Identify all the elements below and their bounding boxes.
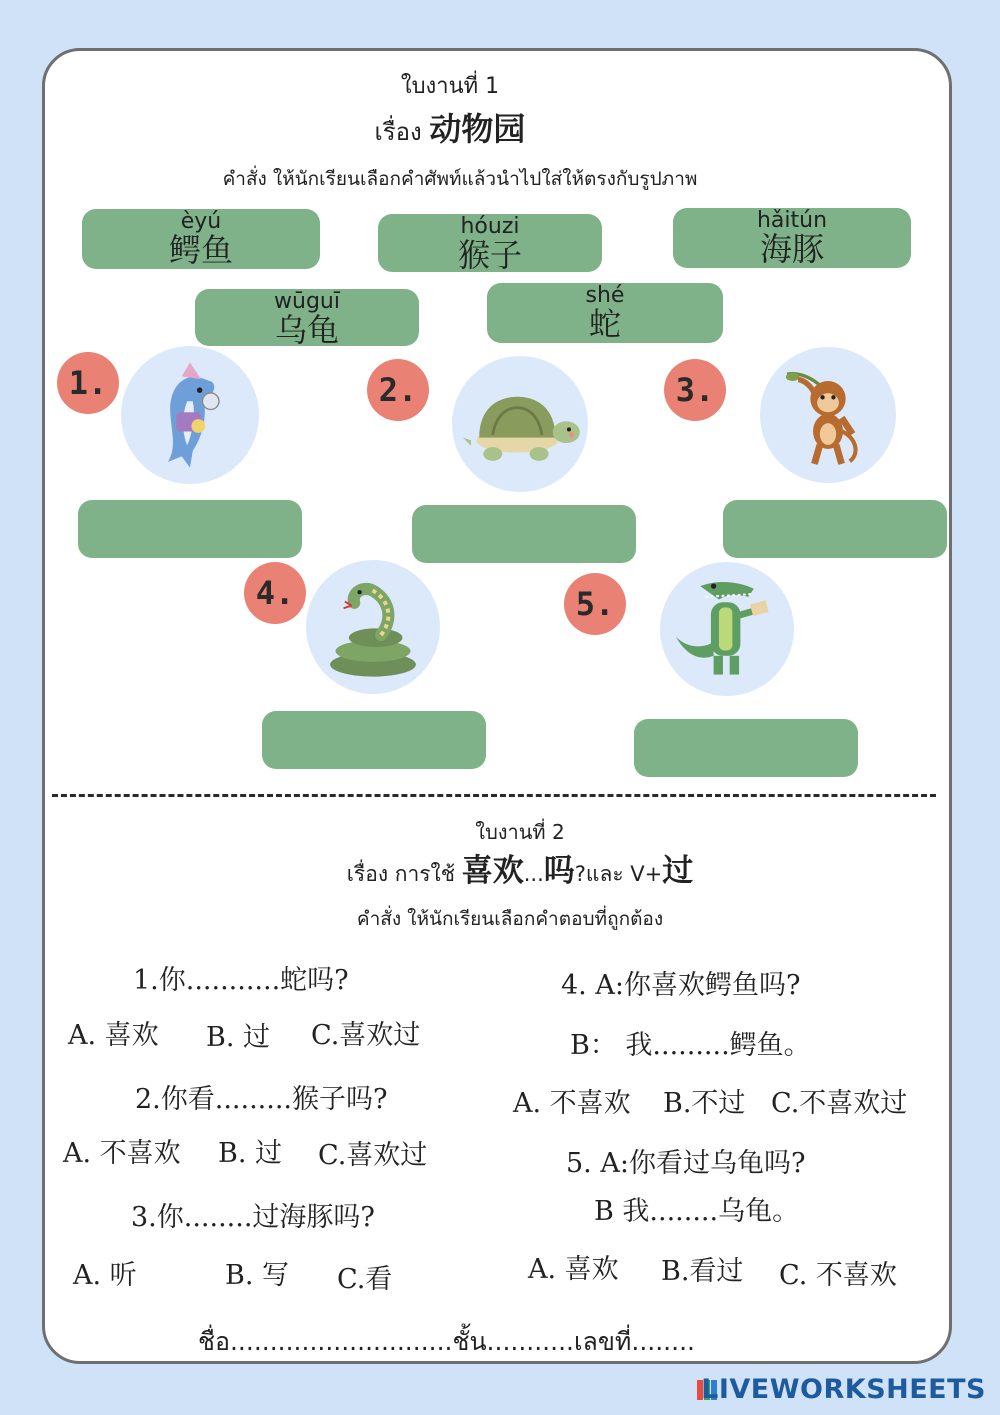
q2-option-a[interactable]: A. 不喜欢 xyxy=(63,1138,181,1169)
turtle-icon xyxy=(452,356,588,492)
worksheet2-title: ใบงานที่ 2 xyxy=(475,820,565,844)
section-divider xyxy=(52,794,936,797)
word-pinyin: hǎitún xyxy=(756,208,828,233)
word-card-haitun[interactable] xyxy=(673,208,911,268)
heading2-bold-3: 过 xyxy=(662,853,694,889)
word-pinyin: shé xyxy=(585,283,625,308)
q5-option-c[interactable]: C. 不喜欢 xyxy=(779,1260,897,1291)
heading2-bold-1: 喜欢 xyxy=(461,853,524,889)
q1-option-a[interactable]: A. 喜欢 xyxy=(68,1020,159,1051)
word-hanzi: 乌龟 xyxy=(274,311,339,349)
word-card-she[interactable] xyxy=(487,283,723,343)
q1-option-b[interactable]: B. 过 xyxy=(206,1022,271,1053)
q3-option-c[interactable]: C.看 xyxy=(337,1264,393,1295)
worksheet2-instruction: คำสั่ง ให้นักเรียนเลือกคำตอบที่ถูกต้อง xyxy=(356,908,664,930)
snake-icon xyxy=(306,560,440,694)
item-number-5: 5. xyxy=(564,573,626,635)
word-card-eyu[interactable] xyxy=(82,209,320,269)
q2-option-b[interactable]: B. 过 xyxy=(218,1138,283,1169)
q1-option-c[interactable]: C.喜欢过 xyxy=(311,1020,421,1051)
worksheet1-instruction: คำสั่ง ให้นักเรียนเลือกคำศัพท์แล้วนำไปใส่ให้ตรงกับรูปภาพ xyxy=(222,168,698,190)
crocodile-icon xyxy=(660,562,794,696)
heading2-bold-2: 吗 xyxy=(543,853,575,889)
q5-option-a[interactable]: A. 喜欢 xyxy=(528,1254,619,1285)
name-class-number-line: ชื่อ............................ชั้น...........เลขที่........ xyxy=(198,1327,695,1356)
answer-box-2[interactable] xyxy=(412,505,636,563)
item-number-2: 2. xyxy=(367,359,429,421)
q4-option-c[interactable]: C.不喜欢过 xyxy=(771,1088,908,1119)
q5-option-b[interactable]: B.看过 xyxy=(661,1256,744,1287)
answer-box-4[interactable] xyxy=(262,711,486,769)
word-pinyin: hóuzi xyxy=(460,214,520,239)
question-1: 1.你...........蛇吗? xyxy=(133,965,349,996)
heading-prefix: เรื่อง xyxy=(374,118,422,146)
q3-option-b[interactable]: B. 写 xyxy=(225,1260,290,1291)
item-number-4: 4. xyxy=(244,562,306,624)
word-hanzi: 海豚 xyxy=(759,230,824,268)
question-3: 3.你........过海豚吗? xyxy=(131,1202,375,1233)
question-5-line-2: B 我........乌龟。 xyxy=(594,1196,800,1227)
word-hanzi: 鳄鱼 xyxy=(168,231,233,269)
question-4-line-2: B： 我.........鳄鱼。 xyxy=(570,1030,811,1061)
question-2: 2.你看.........猴子吗? xyxy=(135,1084,388,1115)
word-hanzi: 猴子 xyxy=(457,236,522,274)
worksheet1-title: ใบงานที่ 1 xyxy=(400,74,500,99)
answer-box-3[interactable] xyxy=(723,500,947,558)
answer-box-1[interactable] xyxy=(78,500,302,558)
heading2-mid: ?และ V+ xyxy=(574,862,663,886)
q4-option-a[interactable]: A. 不喜欢 xyxy=(513,1088,631,1119)
heading2-prefix: เรื่อง การใช้ xyxy=(346,862,456,886)
worksheet2-heading xyxy=(260,845,780,891)
q2-option-c[interactable]: C.喜欢过 xyxy=(318,1140,428,1171)
answer-box-5[interactable] xyxy=(634,719,858,777)
question-4: 4. A:你喜欢鳄鱼吗? xyxy=(561,970,801,1001)
item-number-3: 3. xyxy=(664,359,726,421)
monkey-icon xyxy=(760,347,896,483)
item-number-1: 1. xyxy=(57,352,119,414)
word-hanzi: 蛇 xyxy=(588,305,621,343)
question-5: 5. A:你看过乌龟吗? xyxy=(566,1148,806,1179)
heading-topic: 动物园 xyxy=(429,110,526,148)
heading2-dots: ... xyxy=(523,862,544,886)
word-pinyin: wūguī xyxy=(274,289,340,314)
word-pinyin: èyú xyxy=(180,209,222,234)
liveworksheets-brand[interactable]: LIVEWORKSHEETS xyxy=(701,1374,986,1405)
dolphin-icon xyxy=(121,346,259,484)
word-card-wugui[interactable] xyxy=(195,289,419,349)
q4-option-b[interactable]: B.不过 xyxy=(663,1088,746,1119)
word-card-houzi[interactable] xyxy=(378,214,602,272)
q3-option-a[interactable]: A. 听 xyxy=(73,1260,137,1291)
worksheet1-heading xyxy=(250,104,650,151)
